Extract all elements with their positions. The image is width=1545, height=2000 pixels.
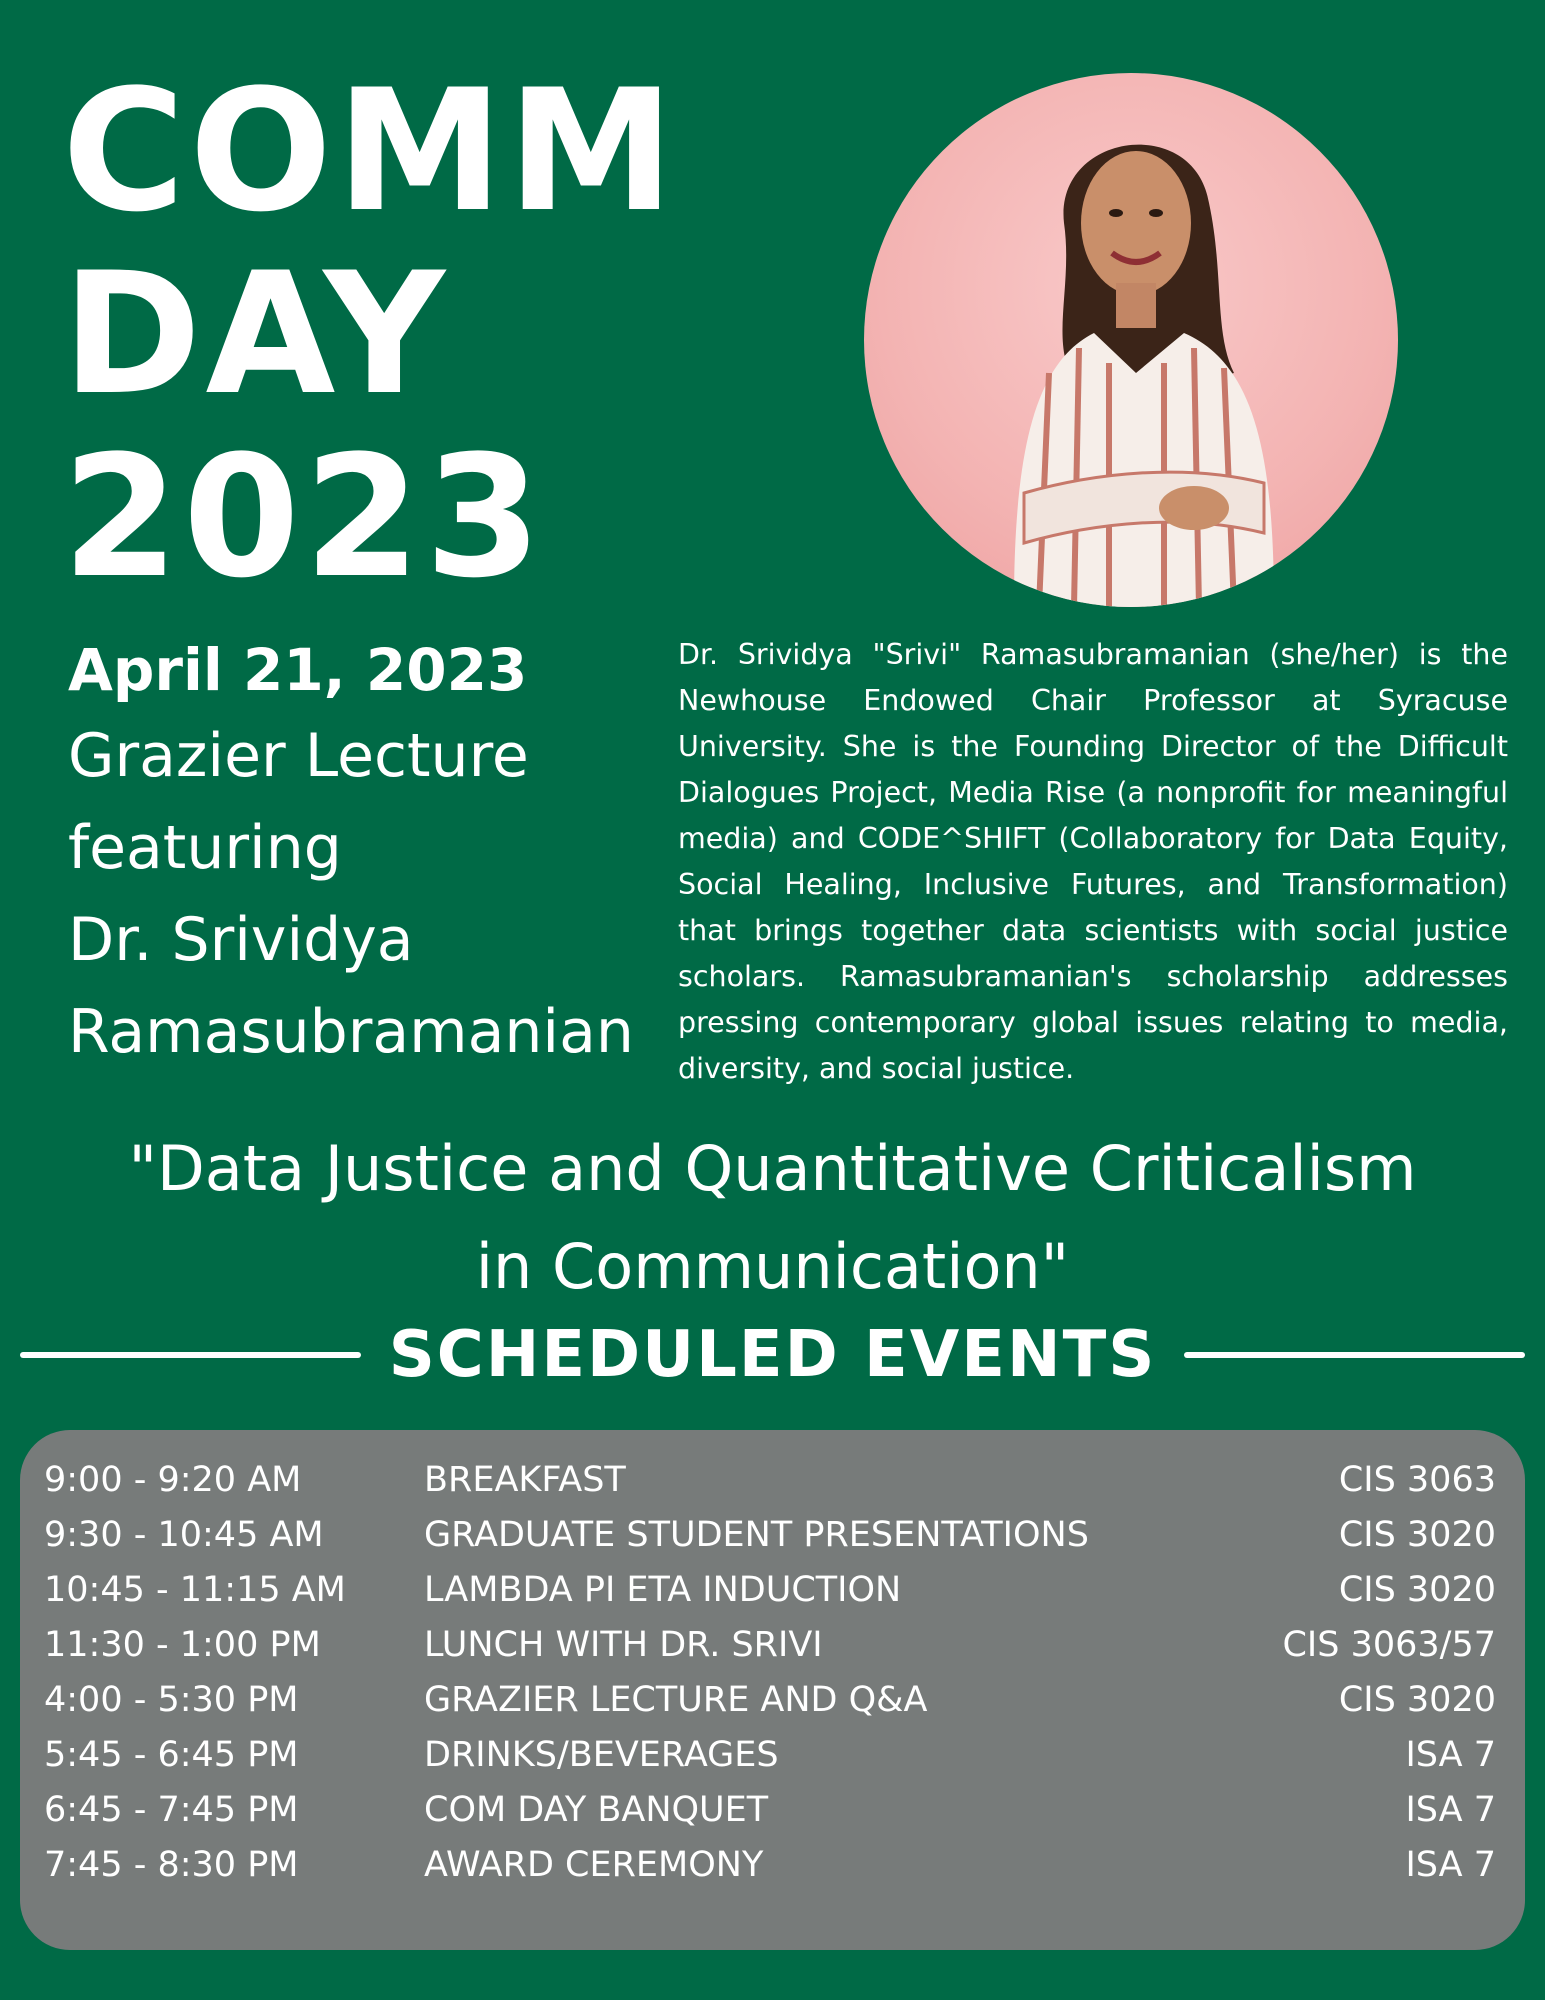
schedule-event: BREAKFAST [424,1459,626,1500]
schedule-time: 9:30 - 10:45 AM [44,1514,324,1555]
schedule-row [44,1837,1496,1892]
speaker-first-name: Dr. Srividya [68,905,414,975]
schedule-time: 11:30 - 1:00 PM [44,1624,321,1665]
schedule-room: ISA 7 [1405,1734,1496,1775]
schedule-event: COM DAY BANQUET [424,1789,769,1830]
talk-title-line-1: "Data Justice and Quantitative Criticalism [128,1132,1417,1205]
schedule-panel [20,1430,1525,1950]
talk-title-line-2: in Communication" [475,1230,1070,1303]
heading-divider-left [20,1352,361,1358]
schedule-time: 5:45 - 6:45 PM [44,1734,299,1775]
schedule-time: 10:45 - 11:15 AM [44,1569,346,1610]
schedule-room: ISA 7 [1405,1789,1496,1830]
schedule-row [44,1507,1496,1562]
event-date: April 21, 2023 [68,636,528,704]
schedule-event: DRINKS/BEVERAGES [424,1734,779,1775]
speaker-bio: Dr. Srividya "Srivi" Ramasubramanian (she/her) is the Newhouse Endowed Chair Professor at Syracuse University. She is the Founding Director of the Difficult Dialogues Project, Media Rise (a nonprofit for meaningful media) and CODE^SHIFT (Collaboratory for Data Equity, Social Healing, Inclusive Futures, and Transformation) that brings together data scientists with social justice scholars. Ramasubramanian's scholarship addresses pressing contemporary global issues relating to media, diversity, and social justice. [678,638,1508,1085]
schedule-time: 6:45 - 7:45 PM [44,1789,299,1830]
title-line-year: 2023 [62,419,546,615]
schedule-room: CIS 3020 [1338,1514,1496,1555]
schedule-event: GRADUATE STUDENT PRESENTATIONS [424,1514,1089,1555]
schedule-room: CIS 3020 [1338,1569,1496,1610]
schedule-room: CIS 3063 [1338,1459,1496,1500]
event-info [68,630,634,1078]
scheduled-events-heading [20,1318,1525,1392]
schedule-row [44,1562,1496,1617]
schedule-row [44,1452,1496,1507]
schedule-row [44,1782,1496,1837]
speaker-portrait-illustration [864,73,1398,607]
event-featuring: featuring [68,813,342,883]
talk-title [0,1120,1545,1316]
schedule-room: ISA 7 [1405,1844,1496,1885]
schedule-row [44,1672,1496,1727]
schedule-row [44,1617,1496,1672]
speaker-photo [864,73,1398,607]
schedule-list [44,1452,1496,1892]
schedule-row [44,1727,1496,1782]
title-line-day: DAY [62,236,450,432]
scheduled-events-title: SCHEDULED EVENTS [388,1318,1157,1392]
speaker-last-name: Ramasubramanian [68,997,634,1067]
poster-title [62,53,679,615]
heading-divider-right [1184,1352,1525,1358]
schedule-event: GRAZIER LECTURE AND Q&A [424,1679,928,1720]
schedule-time: 7:45 - 8:30 PM [44,1844,299,1885]
schedule-time: 4:00 - 5:30 PM [44,1679,299,1720]
schedule-event: LUNCH WITH DR. SRIVI [424,1624,823,1665]
schedule-room: CIS 3020 [1338,1679,1496,1720]
event-type: Grazier Lecture [68,721,529,791]
schedule-room: CIS 3063/57 [1282,1624,1496,1665]
schedule-event: AWARD CEREMONY [424,1844,764,1885]
schedule-event: LAMBDA PI ETA INDUCTION [424,1569,902,1610]
schedule-time: 9:00 - 9:20 AM [44,1459,302,1500]
title-line-comm: COMM [62,53,679,249]
